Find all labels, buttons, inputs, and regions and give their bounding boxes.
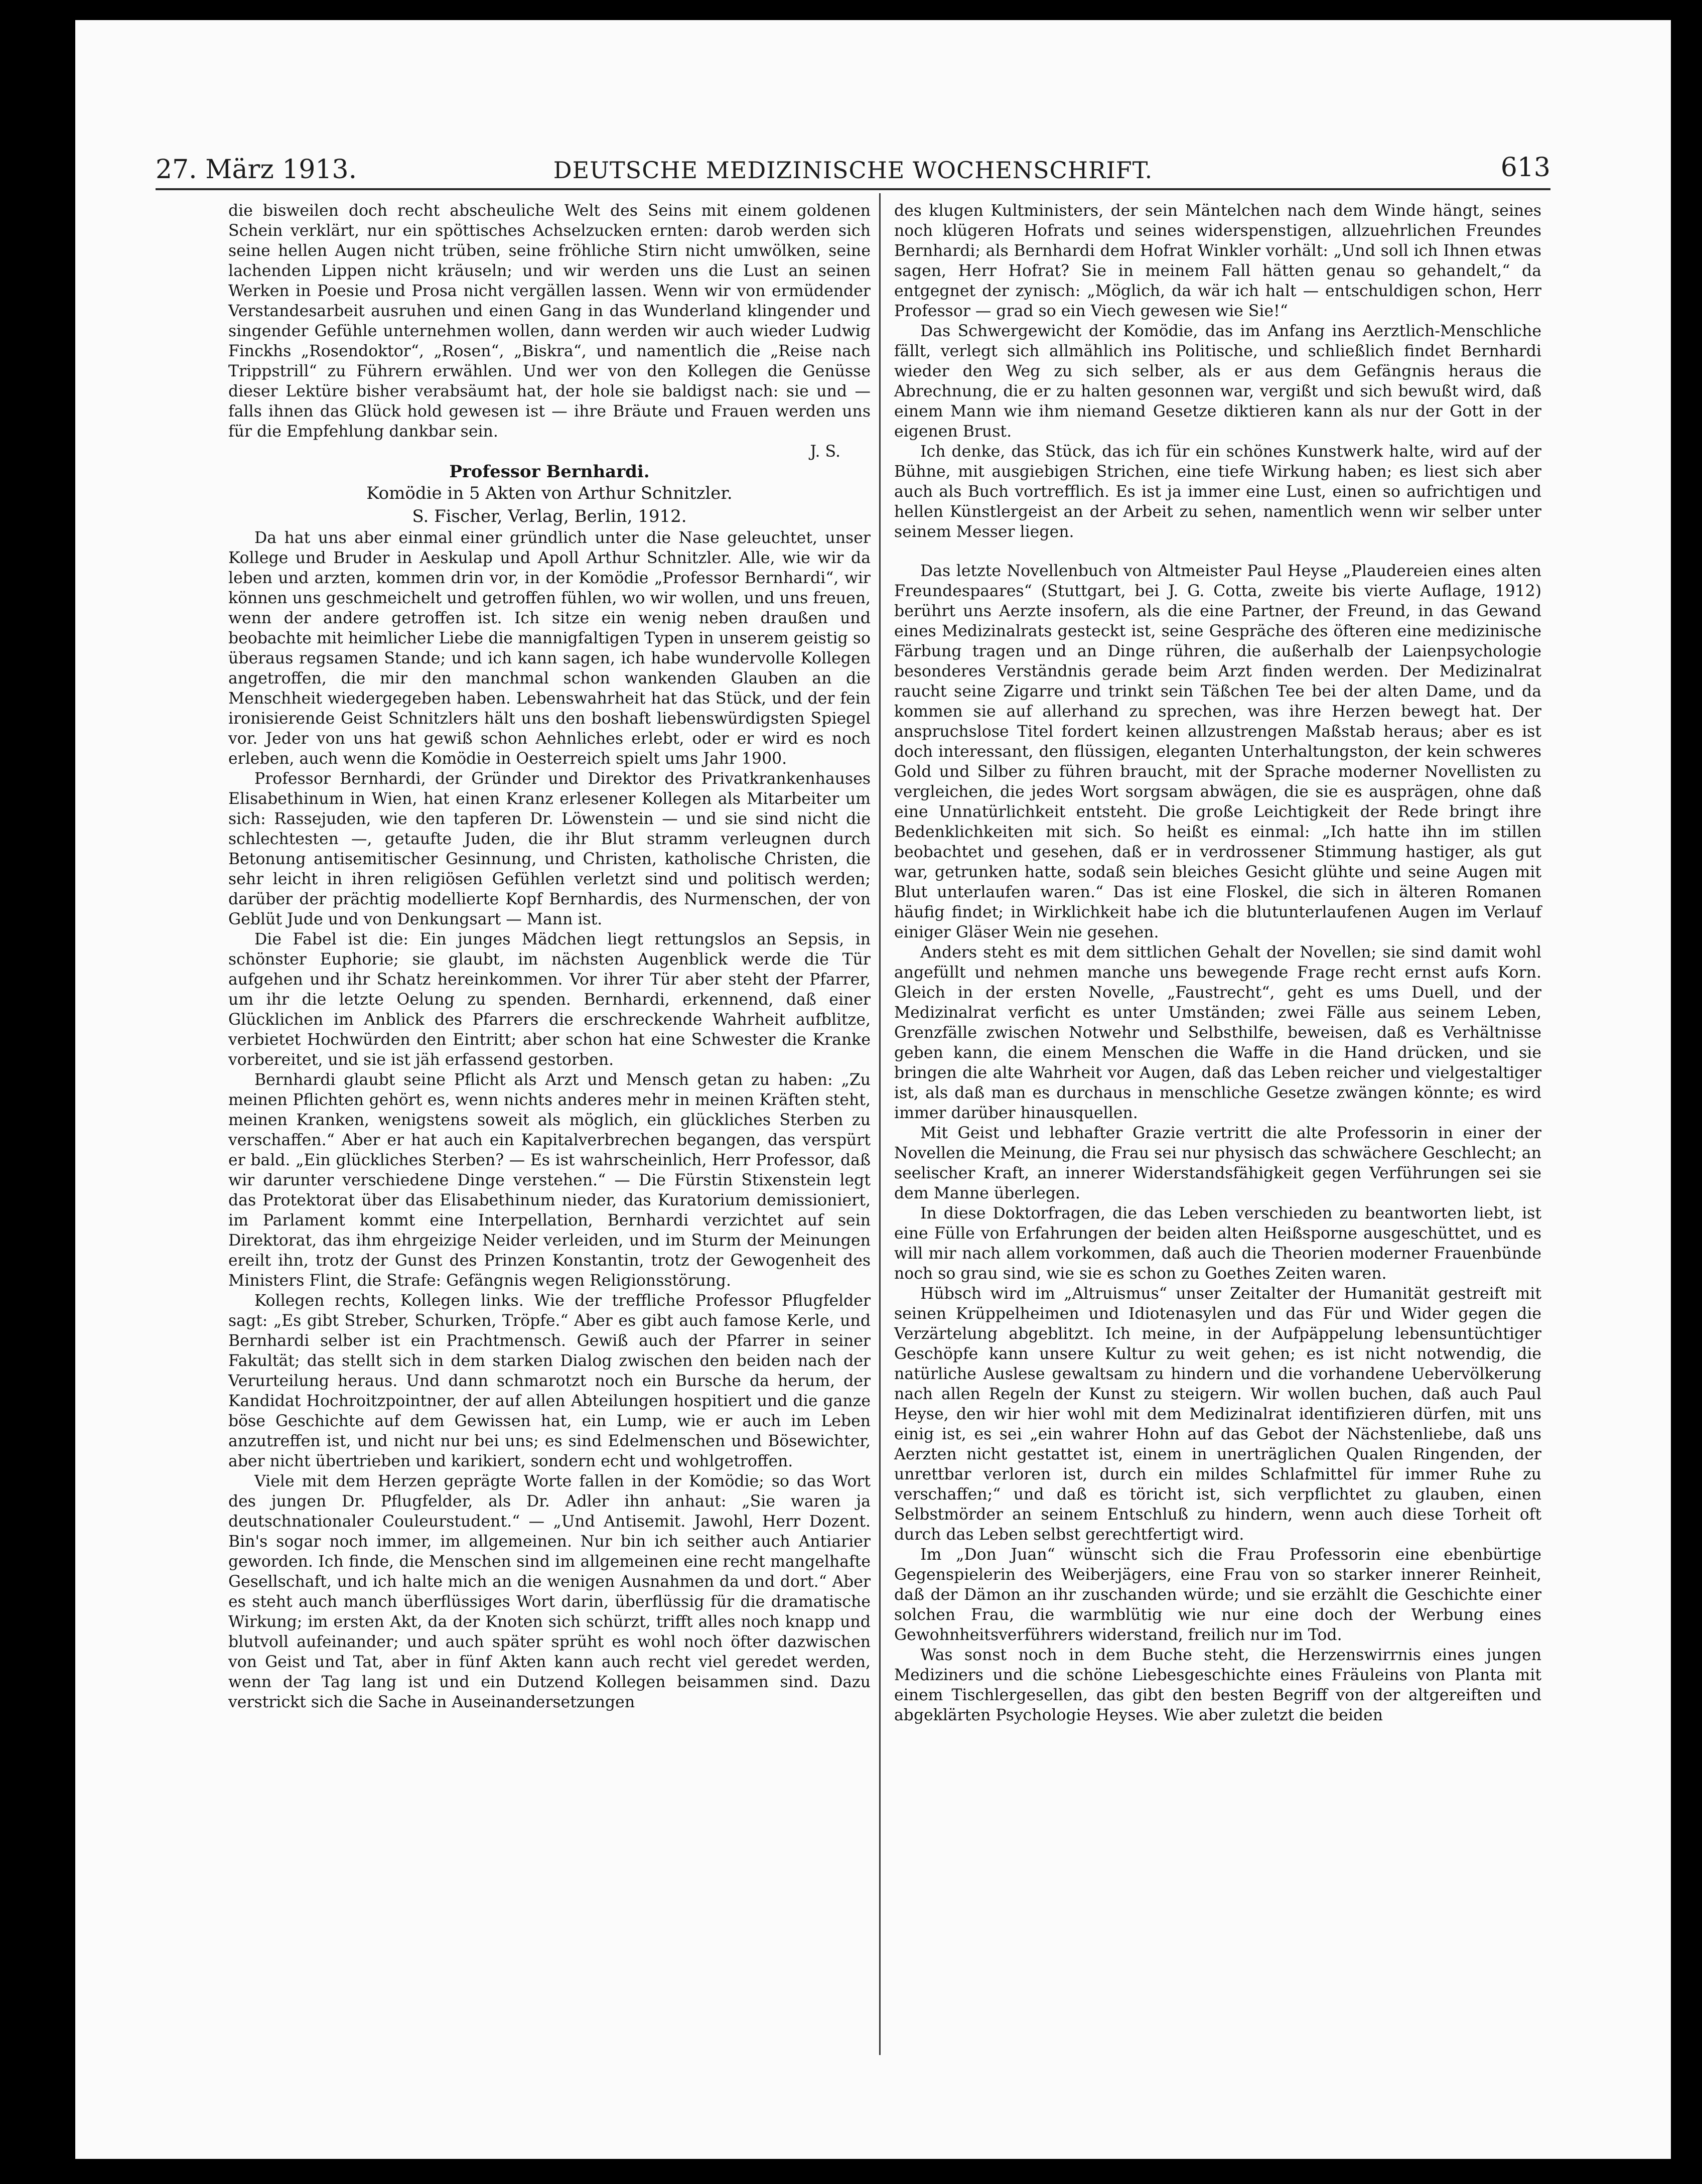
signature: J. S. [810, 443, 840, 461]
body-paragraph: Bernhardi glaubt seine Pflicht als Arzt und Mensch getan zu haben: „Zu meinen Pflichten gehört es, wenn nichts anderes mehr in meinen Kräften steht, meinen Kranken, wenigstens soweit als möglich, ein glückliches Sterben zu verschaffen.“ Aber er hat auch ein Kapitalverbrechen begangen, das verspürt er bald. „Ein glückliches Sterben? — Es ist wahrscheinlich, Herr Professor, daß wir darunter verschiedene Dinge verstehen.“ — Die Fürstin Stixenstein legt das Protektorat über das Elisabethinum nieder, das Kuratorium demissioniert, im Parlament kommt eine Interpellation, Bernhardi verzichtet auf sein Direktorat, das ihm ehrgeizige Neider verleiden, und im Sturm der Meinungen ereilt ihn, trotz der Gunst des Prinzen Konstantin, trotz der Gewogenheit des Ministers Flint, die Strafe: Gefängnis wegen Religionsstörung. [228, 1071, 871, 1290]
body-paragraph: Was sonst noch in dem Buche steht, die Herzenswirrnis eines jungen Mediziners und die schöne Liebesgeschichte eines Fräuleins von Planta mit einem Tischlergesellen, das gibt den besten Begriff von der altgereiften und abgeklärten Psychologie Heyses. Wie aber zuletzt die beiden [894, 1646, 1541, 1724]
body-paragraph: Anders steht es mit dem sittlichen Gehalt der Novellen; sie sind damit wohl angefüllt und nehmen manche uns bewegende Frage recht ernst aufs Korn. Gleich in der ersten Novelle, „Faustrecht“, geht es ums Duell, und der Medizinalrat verficht es unter Umständen; zwei Fälle aus seinem Leben, Grenzfälle zwischen Notwehr und Selbsthilfe, beweisen, daß es Verhältnisse geben kann, die einem Menschen die Waffe in die Hand drücken, und sie bringen die alte Wahrheit vor Augen, daß das Leben reicher und vielgestaltiger ist, als daß man es durchaus in menschliche Gesetze zwängen könnte; es wird immer darüber hinausquellen. [894, 943, 1541, 1122]
body-paragraph: Da hat uns aber einmal einer gründlich unter die Nase geleuchtet, unser Kollege und Bruder in Aeskulap und Apoll Arthur Schnitzler. Alle, wie wir da leben und arzten, kommen drin vor, in der Komödie „Professor Bernhardi“, wir können uns geschmeichelt und getroffen fühlen, wo wir wollen, und uns freuen, wenn der andere getroffen ist. Ich sitze ein wenig neben draußen und beobachte mit heimlicher Liebe die mannigfaltigen Typen in unserem geistig so überaus regsamen Stande; und ich kann sagen, ich habe wundervolle Kollegen angetroffen, die mir den manchmal schon wankenden Glauben an die Menschheit wiedergegeben haben. Lebenswahrheit hat das Stück, und der fein ironisierende Geist Schnitzlers hält uns den boshaft liebenswürdigsten Spiegel vor. Jeder von uns hat gewiß schon Aehnliches erlebt, oder er wird es noch erleben, auch wenn die Komödie in Oesterreich spielt ums Jahr 1900. [228, 529, 871, 768]
body-paragraph: Hübsch wird im „Altruismus“ unser Zeitalter der Humanität gestreift mit seinen Krüppelheimen und Idiotenasylen und das Für und Wider gegen die Verzärtelung abgeblitzt. Ich meine, in der Aufpäppelung lebensuntüchtiger Geschöpfe kann unsere Kultur zu weit gehen; es ist nicht notwendig, die natürliche Auslese gewaltsam zu hindern und die vorhandene Uebervölkerung nach allen Regeln der Kunst zu steigern. Wir wollen buchen, daß auch Paul Heyse, den wir hier wohl mit dem Medizinalrat identifizieren dürfen, mit uns einig ist, es sei „ein wahrer Hohn auf das Gebot der Nächstenliebe, daß uns Aerzten nicht gestattet ist, einem in unerträglichen Qualen Ringenden, der unrettbar verloren ist, durch ein mildes Schlafmittel für immer Ruhe zu verschaffen;“ und daß es töricht ist, sich verpflichtet zu glauben, einen Selbstmörder an seinem Entschluß zu hindern, wenn auch diese Torheit oft durch das Leben selbst gerechtfertigt wird. [894, 1285, 1541, 1544]
body-paragraph: Das letzte Novellenbuch von Altmeister Paul Heyse „Plaudereien eines alten Freundespaares“ (Stuttgart, bei J. G. Cotta, zweite bis vierte Auflage, 1912) berührt uns Aerzte insofern, als die eine Partner, der Freund, in das Gewand eines Medizinalrats gesteckt ist, seine Gespräche des öfteren eine medizinische Färbung tragen und an Dinge rühren, die außerhalb der Laienpsychologie besonderes Verständnis gerade beim Arzt finden werden. Der Medizinalrat raucht seine Zigarre und trinkt sein Täßchen Tee bei der alten Dame, und da kommen sie auf allerhand zu sprechen, was ihre Herzen bewegt hat. Der anspruchslose Titel fordert keinen allzustrengen Maßstab heraus; aber es ist doch interessant, den flüssigen, eleganten Unterhaltungston, der kein schweres Gold und Silber zu führen braucht, mit der Sprache moderner Novellisten zu vergleichen, die jedes Wort sorgsam abwägen, die sie es ausprägen, ohne daß eine Unnatürlichkeit entsteht. Die große Leichtigkeit der Rede bringt ihre Bedenklichkeiten mit sich. So heißt es einmal: „Ich hatte ihn im stillen beobachtet und gesehen, daß er in verdrossener Stimmung hastiger, als gut war, getrunken hatte, sodaß sein bleiches Gesicht glühte und seine Augen mit Blut unterlaufen waren.“ Das ist eine Floskel, die sich in älteren Romanen häufig findet; in Wirklichkeit habe ich die blutunterlaufenen Augen im Verlauf einiger Gläser Wein nie gesehen. [894, 562, 1541, 941]
body-paragraph: In diese Doktorfragen, die das Leben verschieden zu beantworten liebt, ist eine Fülle von Erfahrungen der beiden alten Heißsporne ausgeschüttet, und es will mir nach allem vorkommen, daß auch die Theorien moderner Frauenbünde noch so grau sind, wie sie es schon zu Goethes Zeiten waren. [894, 1204, 1541, 1283]
page-number: 613 [1500, 153, 1550, 183]
journal-title: DEUTSCHE MEDIZINISCHE WOCHENSCHRIFT. [553, 157, 1153, 184]
header-rule [156, 188, 1550, 190]
issue-date: 27. März 1913. [156, 155, 357, 185]
body-paragraph: Ich denke, das Stück, das ich für ein schönes Kunstwerk halte, wird auf der Bühne, mit ausgiebigen Strichen, eine tiefe Wirkung haben; es liest sich aber auch als Buch vortrefflich. Es ist ja immer eine Lust, einen so aufrichtigen und hellen Künstlergeist an der Arbeit zu sehen, namentlich wenn wir selber unter seinem Messer liegen. [894, 443, 1541, 541]
body-paragraph: Viele mit dem Herzen geprägte Worte fallen in der Komödie; so das Wort des jungen Dr. Pflugfelder, als Dr. Adler ihn anhaut: „Sie waren ja deutschnationaler Couleurstudent.“ — „Und Antisemit. Jawohl, Herr Dozent. Bin's sogar noch immer, im allgemeinen. Nur bin ich seither auch Antiarier geworden. Ich finde, die Menschen sind im allgemeinen eine recht mangelhafte Gesellschaft, und ich halte mich an die wenigen Ausnahmen da und dort.“ Aber es steht auch manch überflüssiges Wort darin, überflüssig für die dramatische Wirkung; im ersten Akt, da der Knoten sich schürzt, trifft alles noch knapp und blutvoll aufeinander; und auch später sprüht es wohl noch öfter dazwischen von Geist und Tat, aber in fünf Akten kann auch recht viel geredet werden, wenn der Tag lang ist und ein Dutzend Kollegen beisammen sind. Dazu verstrickt sich die Sache in Auseinandersetzungen [228, 1472, 871, 1711]
intro-paragraph: die bisweilen doch recht abscheuliche Welt des Seins mit einem goldenen Schein verklärt, nur ein spöttisches Achselzucken ernten: darob werden sich seine hellen Augen nicht trüben, seine fröhliche Stirn nicht umwölken, seine lachenden Lippen nicht kräuseln; und wir werden uns die Lust an seinen Werken in Poesie und Prosa nicht vergällen lassen. Wenn wir von ermüdender Verstandesarbeit ausruhen und einen Gang in das Wunderland klingender und singender Gefühle unternehmen wollen, dann werden wir auch wieder Ludwig Finckhs „Rosendoktor“, „Rosen“, „Biskra“, und namentlich die „Reise nach Trippstrill“ zu Führern erwählen. Und wer von den Kollegen die Genüsse dieser Lektüre bisher verabsäumt hat, der hole sie baldigst nach: sie und — falls ihnen das Glück hold gewesen ist — ihre Bräute und Frauen werden uns für die Empfehlung dankbar sein. [228, 202, 871, 441]
body-paragraph: Das Schwergewicht der Komödie, das im Anfang ins Aerztlich-Menschliche fällt, verlegt sich allmählich ins Politische, und schließlich findet Bernhardi wieder den Weg zu sich selber, als er aus dem Gefängnis heraus die Abrechnung, die er zu halten gesonnen war, vergißt und sich bewußt wird, daß einem Mann wie ihm niemand Gesetze diktieren kann als nur der Gott in der eigenen Brust. [894, 322, 1541, 441]
body-paragraph: Im „Don Juan“ wünscht sich die Frau Professorin eine ebenbürtige Gegenspielerin des Weiberjägers, eine Frau von so starker innerer Reinheit, daß der Dämon an ihr zuschanden würde; und sie erzählt die Geschichte einer solchen Frau, die warmblütig wie nur eine doch der Werbung eines Gewohnheitsverführers widerstand, freilich nur im Tod. [894, 1546, 1541, 1644]
running-header [156, 146, 1550, 186]
continued-paragraph: des klugen Kultministers, der sein Mäntelchen nach dem Winde hängt, seines noch klügeren Hofrats und seines widerspenstigen, allzuehrlichen Freundes Bernhardi; als Bernhardi dem Hofrat Winkler vorhält: „Und soll ich Ihnen etwas sagen, Herr Hofrat? Sie in meinem Fall hätten genau so gehandelt,“ da entgegnet der zynisch: „Möglich, da wär ich halt — entschuldigen schon, Herr Professor — grad so ein Viech gewesen wie Sie!“ [894, 202, 1541, 320]
body-paragraph: Die Fabel ist die: Ein junges Mädchen liegt rettungslos an Sepsis, in schönster Euphorie; sie glaubt, im nächsten Augenblick werde die Tür aufgehen und ihr Schatz hereinkommen. Vor ihrer Tür aber steht der Pfarrer, um ihr die letzte Oelung zu spenden. Bernhardi, erkennend, daß einer Glücklichen im Anblick des Pfarrers die erschreckende Wahrheit aufblitze, verbietet Hochwürden den Eintritt; aber schon hat eine Schwester die Kranke vorbereitet, und sie ist jäh erfassend gestorben. [228, 930, 871, 1069]
review-subtitle: Komödie in 5 Akten von Arthur Schnitzler. [366, 483, 733, 503]
review-publisher: S. Fischer, Verlag, Berlin, 1912. [412, 506, 687, 526]
body-paragraph: Mit Geist und lebhafter Grazie vertritt die alte Professorin in einer der Novellen die Meinung, die Frau sei nur physisch das schwächere Geschlecht; an seelischer Kraft, an innerer Widerstandsfähigkeit gegen Verführungen sei sie dem Manne überlegen. [894, 1124, 1541, 1202]
right-column [894, 201, 1541, 1725]
body-paragraph: Professor Bernhardi, der Gründer und Direktor des Privatkrankenhauses Elisabethinum in Wien, hat einen Kranz erlesener Kollegen als Mitarbeiter um sich: Rassejuden, wie den tapferen Dr. Löwenstein — und sie sind nicht die schlechtesten —, getaufte Juden, die ihr Blut stramm verleugnen durch Betonung antisemitischer Gesinnung, und Christen, katholische Christen, die sehr leicht in ihren religiösen Gefühlen verletzt sind und politisch werden; darüber der prächtig modellierte Kopf Bernhardis, des Nurmenschen, der von Geblüt Jude und von Denkungsart — Mann ist. [228, 770, 871, 928]
column-divider [879, 193, 881, 2055]
body-paragraph: Kollegen rechts, Kollegen links. Wie der treffliche Professor Pflugfelder sagt: „Es gibt Streber, Schurken, Tröpfe.“ Aber es gibt auch famose Kerle, und Bernhardi selber ist ein Prachtmensch. Gewiß auch der Pfarrer in seiner Fakultät; das stellt sich in dem starken Dialog zwischen den beiden nach der Verurteilung heraus. Und dann schmarotzt noch ein Bursche da herum, der Kandidat Hochroitzpointner, der auf allen Abteilungen hospitiert und die ganze böse Geschichte auf dem Gewissen hat, ein Lump, wie er auch im Leben anzutreffen ist, und nicht nur bei uns; es sind Edelmenschen und Bösewichter, aber nicht übertrieben und karikiert, sondern echt und wohlgetroffen. [228, 1292, 871, 1470]
review-title: Professor Bernhardi. [449, 462, 650, 482]
left-column [228, 201, 871, 1712]
